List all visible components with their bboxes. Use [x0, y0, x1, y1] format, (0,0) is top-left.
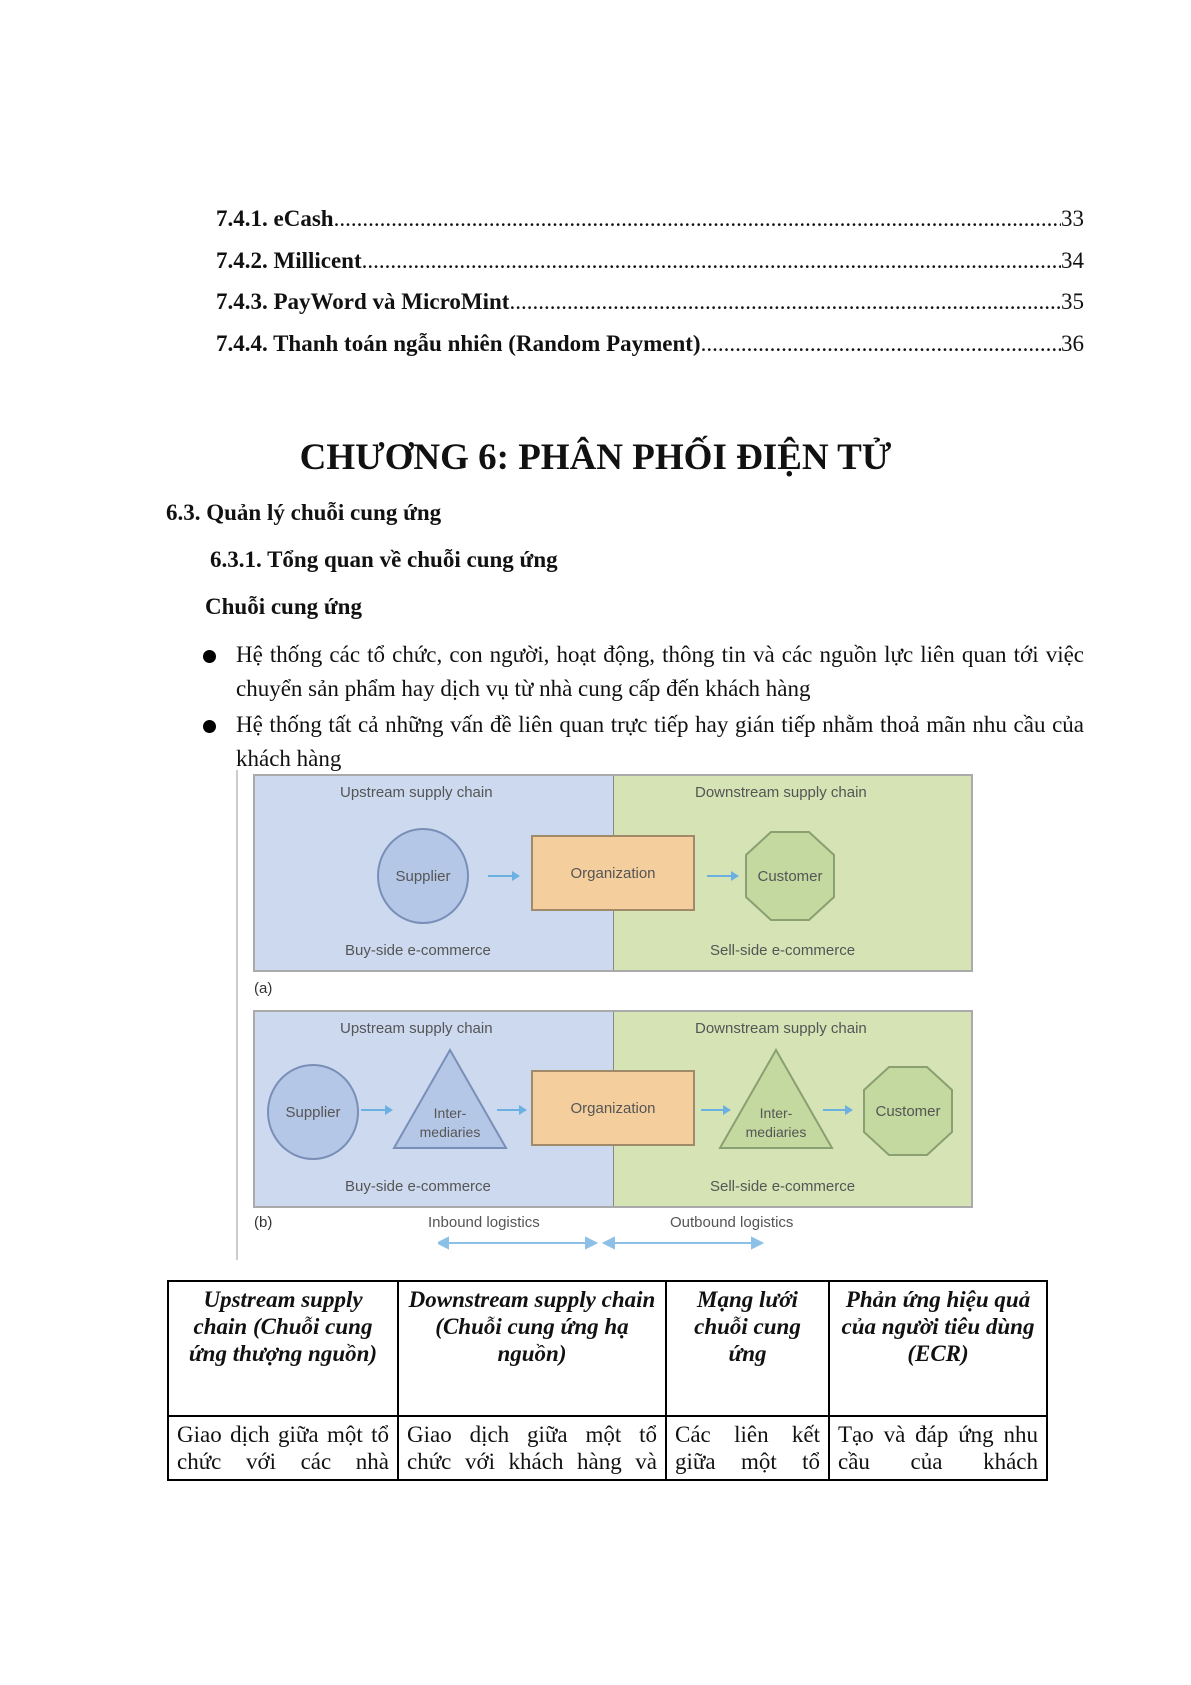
- svg-text:Customer: Customer: [757, 868, 823, 885]
- table-cell: Tạo và đáp ứng nhu cầu của khách: [829, 1416, 1047, 1480]
- toc-title: 7.4.4. Thanh toán ngẫu nhiên (Random Payment): [216, 331, 701, 356]
- buy-side-label: Buy-side e-commerce: [345, 1178, 491, 1195]
- downstream-label: Downstream supply chain: [695, 784, 867, 801]
- chapter-title: CHƯƠNG 6: PHÂN PHỐI ĐIỆN TỬ: [299, 437, 892, 478]
- logistics-arrows-icon: [438, 1236, 778, 1250]
- customer-node: [745, 831, 835, 921]
- table-header: Phản ứng hiệu quả của người tiêu dùng (ECR): [829, 1281, 1047, 1416]
- toc-title: 7.4.1. eCash: [216, 206, 334, 231]
- organization-node: Organization: [531, 835, 695, 911]
- diagram-panel-a: [253, 774, 973, 972]
- toc-leader: [362, 247, 1061, 275]
- arrow-icon: [707, 875, 737, 877]
- term-heading: Chuỗi cung ứng: [205, 594, 362, 619]
- toc-leader: [509, 288, 1061, 316]
- intermediaries-node: [392, 1048, 508, 1150]
- toc-page: 33: [1061, 206, 1084, 231]
- table-header: Mạng lưới chuỗi cung ứng: [666, 1281, 829, 1416]
- toc-page: 36: [1061, 331, 1084, 356]
- intermediaries-node: [718, 1048, 834, 1150]
- section-heading: 6.3. Quản lý chuỗi cung ứng: [166, 500, 442, 525]
- diagram-panel-b: [253, 1010, 973, 1208]
- toc-entry[interactable]: [216, 330, 1084, 358]
- table-cell: Giao dịch giữa một tổ chức với khách hàng và: [398, 1416, 666, 1480]
- table-cell: Các liên kết giữa một tổ: [666, 1416, 829, 1480]
- arrow-icon: [497, 1109, 525, 1111]
- upstream-label: Upstream supply chain: [340, 784, 493, 801]
- organization-node: Organization: [531, 1070, 695, 1146]
- svg-text:Inter-: Inter-: [433, 1105, 467, 1121]
- arrow-icon: [488, 875, 518, 877]
- svg-text:mediaries: mediaries: [419, 1124, 481, 1140]
- toc-title: 7.4.3. PayWord và MicroMint: [216, 289, 510, 314]
- supplier-node: Supplier: [267, 1064, 359, 1160]
- sell-side-label: Sell-side e-commerce: [710, 942, 856, 959]
- toc-page: 34: [1061, 248, 1084, 273]
- table-cell: Giao dịch giữa một tổ chức với các nhà: [168, 1416, 398, 1480]
- toc-entry[interactable]: [216, 288, 1084, 316]
- bullet-item: [203, 708, 1084, 776]
- table-header-row: [168, 1281, 1047, 1416]
- svg-text:Inter-: Inter-: [759, 1105, 793, 1121]
- buy-side-label: Buy-side e-commerce: [345, 942, 491, 959]
- table-header: Upstream supply chain (Chuỗi cung ứng thượng nguồn): [168, 1281, 398, 1416]
- toc-title: 7.4.2. Millicent: [216, 248, 362, 273]
- svg-text:Customer: Customer: [875, 1103, 941, 1120]
- toc-leader: [334, 205, 1061, 233]
- toc-entry[interactable]: [216, 247, 1084, 275]
- bullet-icon: [203, 720, 216, 733]
- table-row: [168, 1416, 1047, 1480]
- table-header: Downstream supply chain (Chuỗi cung ứng hạ nguồn): [398, 1281, 666, 1416]
- supplier-node: Supplier: [377, 828, 469, 924]
- supply-chain-table: [167, 1280, 1048, 1481]
- sell-side-label: Sell-side e-commerce: [710, 1178, 856, 1195]
- upstream-label: Upstream supply chain: [340, 1020, 493, 1037]
- toc-leader: [701, 330, 1061, 358]
- svg-text:mediaries: mediaries: [745, 1124, 807, 1140]
- inbound-logistics-label: Inbound logistics: [428, 1214, 540, 1231]
- toc-page: 35: [1061, 289, 1084, 314]
- outbound-logistics-label: Outbound logistics: [670, 1214, 794, 1231]
- toc-entry[interactable]: [216, 205, 1084, 233]
- arrow-icon: [823, 1109, 851, 1111]
- bullet-text: Hệ thống tất cả những vấn đề liên quan trực tiếp hay gián tiếp nhằm thoả mãn nhu cầu của khách hàng: [236, 712, 1084, 771]
- arrow-icon: [361, 1109, 391, 1111]
- panel-b-label: (b): [254, 1214, 273, 1231]
- bullet-icon: [203, 650, 216, 663]
- downstream-label: Downstream supply chain: [695, 1020, 867, 1037]
- subsection-heading: 6.3.1. Tổng quan về chuỗi cung ứng: [210, 547, 558, 572]
- bullet-item: [203, 638, 1084, 706]
- customer-node: [863, 1066, 953, 1156]
- panel-a-label: (a): [254, 980, 273, 997]
- bullet-text: Hệ thống các tổ chức, con người, hoạt động, thông tin và các nguồn lực liên quan tới việc chuyển sản phẩm hay dịch vụ từ nhà cung cấp đến khách hàng: [236, 642, 1084, 701]
- supply-chain-diagram: [236, 770, 978, 1260]
